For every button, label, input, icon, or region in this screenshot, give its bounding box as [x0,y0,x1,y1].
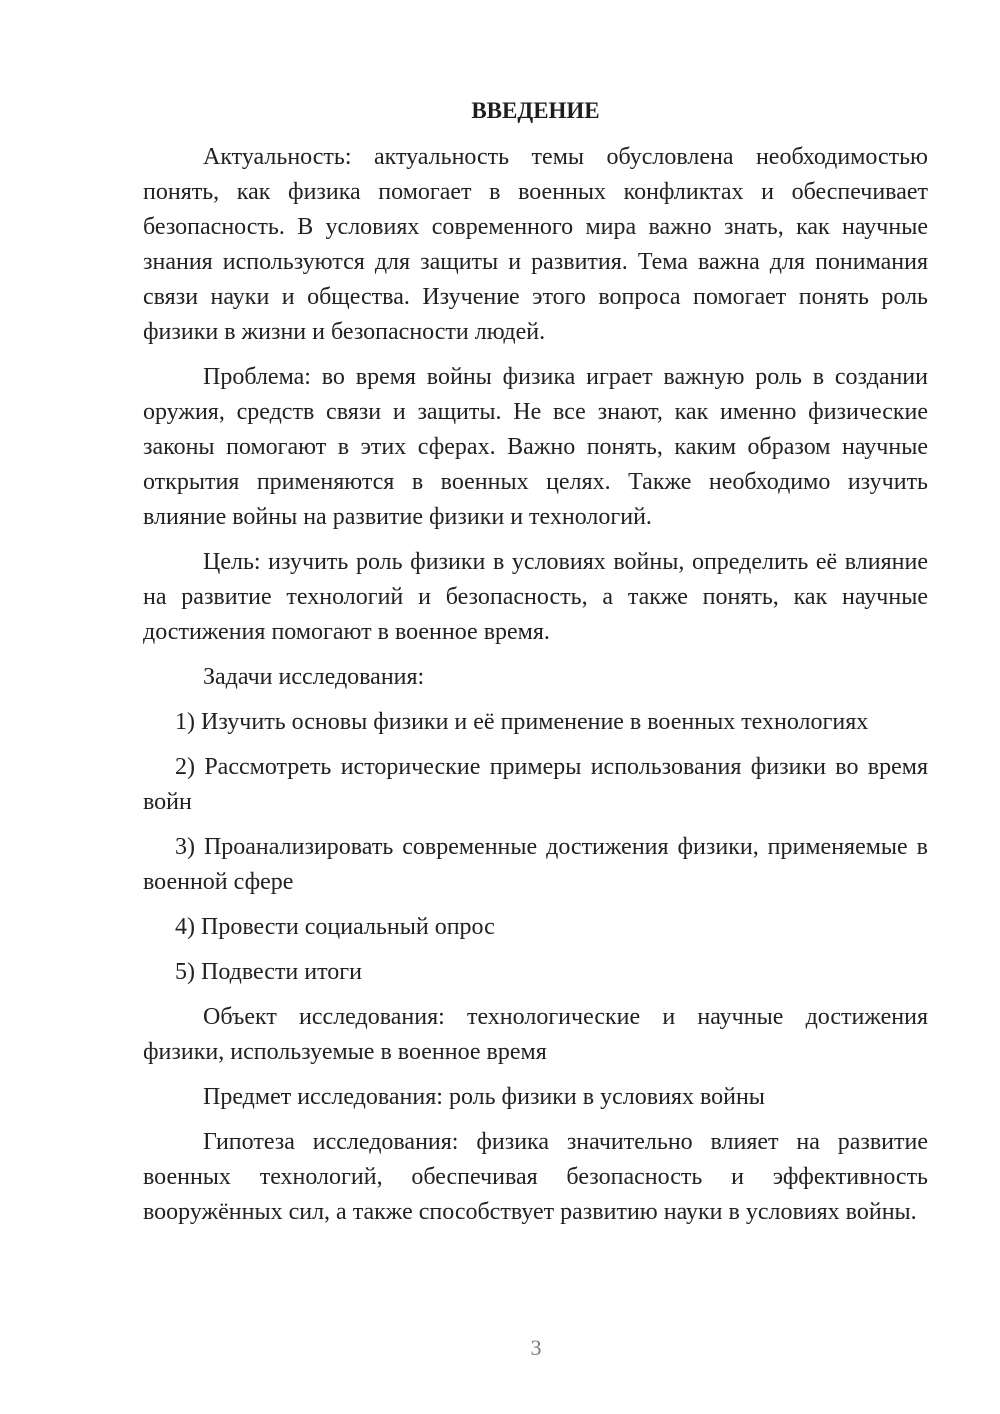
task-item: 5) Подвести итоги [175,959,362,985]
task-item: 3) Проанализировать современные достижения физики, применяемые в военной сфере [143,834,928,895]
task-item: 1) Изучить основы физики и её применение в военных технологиях [175,709,869,735]
task-item: 2) Рассмотреть исторические примеры использования физики во время войн [143,754,928,815]
document-body [143,93,928,1240]
object-paragraph: Объект исследования: технологические и научные достижения физики, используемые в военное время [143,1004,928,1065]
task-item: 4) Провести социальный опрос [175,914,495,940]
hypothesis-paragraph: Гипотеза исследования: физика значительно влияет на развитие военных технологий, обеспечивая безопасность и эффективность вооружённых сил, а также способствует развитию науки в условиях войны. [143,1129,928,1225]
goal-paragraph: Цель: изучить роль физики в условиях войны, определить её влияние на развитие технологий и безопасность, а также понять, как научные достижения помогают в военное время. [143,549,928,645]
relevance-paragraph: Актуальность: актуальность темы обусловлена необходимостью понять, как физика помогает в военных конфликтах и обеспечивает безопасность. В условиях современного мира важно знать, как научные знания используются для защиты и развития. Тема важна для понимания связи науки и общества. Изучение этого вопроса помогает понять роль физики в жизни и безопасности людей. [143,144,928,345]
subject-paragraph: Предмет исследования: роль физики в условиях войны [203,1084,765,1110]
tasks-list [143,705,928,990]
section-heading: ВВЕДЕНИЕ [471,98,600,123]
problem-paragraph: Проблема: во время войны физика играет важную роль в создании оружия, средств связи и защиты. Не все знают, как именно физические законы помогают в этих сферах. Важно понять, каким образом научные открытия применяются в военных целях. Также необходимо изучить влияние войны на развитие физики и технологий. [143,364,928,530]
page-number: 3 [530,1335,542,1360]
tasks-title: Задачи исследования: [203,664,425,690]
